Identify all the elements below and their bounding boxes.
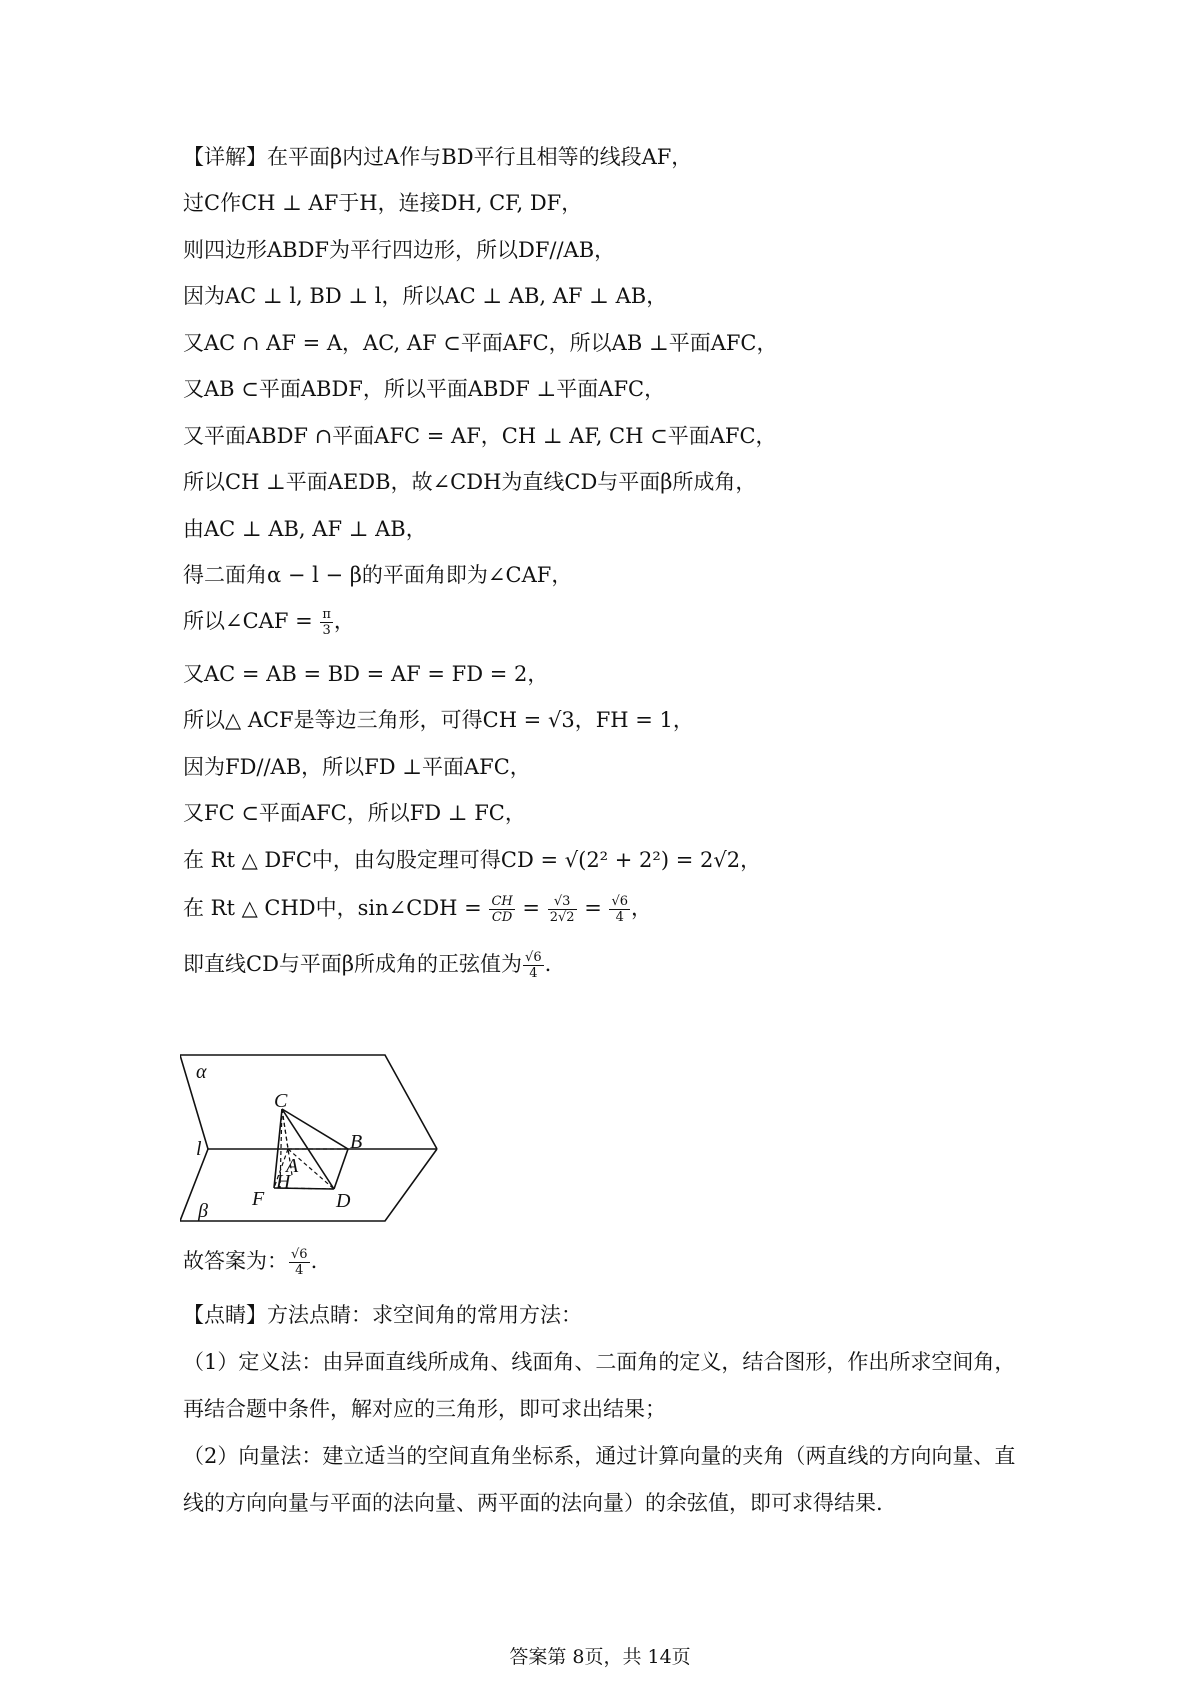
equals-sign: =	[577, 896, 609, 920]
solution-line-7: 又平面ABDF ∩平面AFC = AF，CH ⊥ AF, CH ⊂平面AFC，	[183, 424, 777, 448]
plane-alpha	[180, 1055, 437, 1149]
remark-line-1: 【点睛】方法点睛：求空间角的常用方法：	[183, 1303, 582, 1327]
solution-line-8: 所以CH ⊥平面AEDB，故∠CDH为直线CD与平面β所成角，	[183, 470, 757, 494]
fraction-root6-over-4	[523, 950, 544, 981]
label-alpha: α	[196, 1061, 207, 1083]
solution-line-12: 又AC = AB = BD = AF = FD = 2，	[183, 662, 549, 686]
solution-line-18	[183, 950, 551, 981]
fraction-numerator: CH	[491, 894, 513, 909]
line18-suffix: .	[544, 952, 552, 976]
plane-beta	[180, 1149, 437, 1221]
remark-line-5: 线的方向向量与平面的法向量、两平面的法向量）的余弦值，即可求得结果.	[183, 1491, 883, 1515]
remark-line-4: （2）向量法：建立适当的空间直角坐标系，通过计算向量的夹角（两直线的方向向量、直	[183, 1444, 1016, 1468]
fraction-numerator: √6	[611, 894, 629, 909]
label-F: F	[252, 1188, 265, 1210]
solution-line-17	[183, 894, 652, 925]
segment-BD	[334, 1149, 348, 1189]
answer-suffix: .	[310, 1249, 318, 1273]
answer-fraction	[289, 1247, 310, 1278]
answer-prefix: 故答案为：	[183, 1249, 288, 1273]
solution-line-9: 由AC ⊥ AB, AF ⊥ AB，	[183, 517, 427, 541]
label-A: A	[286, 1155, 299, 1177]
fraction-denominator: 2√2	[549, 910, 575, 925]
fraction-numerator: π	[322, 607, 331, 622]
solution-line-14: 因为FD//AB，所以FD ⊥平面AFC，	[183, 755, 531, 779]
line11-prefix: 所以∠CAF =	[183, 609, 320, 633]
page-footer: 答案第 8页，共 14页	[509, 1646, 691, 1668]
solution-line-13: 所以△ ACF是等边三角形，可得CH = √3，FH = 1，	[183, 708, 694, 732]
fraction-numerator: √3	[548, 894, 577, 910]
solution-line-1: 【详解】在平面β内过A作与BD平行且相等的线段AF，	[183, 145, 693, 169]
solution-line-3: 则四边形ABDF为平行四边形，所以DF//AB，	[183, 238, 616, 262]
equals-sign: =	[515, 896, 547, 920]
remark-line-2: （1）定义法：由异面直线所成角、线面角、二面角的定义，结合图形，作出所求空间角，	[183, 1350, 1016, 1374]
dihedral-angle-figure	[180, 1045, 440, 1225]
solution-line-4: 因为AC ⊥ l, BD ⊥ l，所以AC ⊥ AB, AF ⊥ AB，	[183, 284, 668, 308]
solution-line-6: 又AB ⊂平面ABDF，所以平面ABDF ⊥平面AFC，	[183, 377, 666, 401]
answer-line	[183, 1247, 317, 1278]
remark-line-3: 再结合题中条件，解对应的三角形，即可求出结果；	[183, 1397, 666, 1421]
fraction-root6-over-4	[609, 894, 630, 925]
fraction-numerator: √6	[291, 1247, 308, 1262]
solution-line-2: 过C作CH ⊥ AF于H，连接DH, CF, DF，	[183, 191, 583, 215]
fraction-denominator: CD	[491, 910, 513, 925]
fraction-denominator: 4	[529, 966, 538, 981]
label-H: H	[276, 1171, 291, 1193]
solution-line-16: 在 Rt △ DFC中，由勾股定理可得CD = √(2² + 2²) = 2√2，	[183, 848, 762, 872]
line18-prefix: 即直线CD与平面β所成角的正弦值为	[183, 952, 523, 976]
fraction-ch-over-cd	[489, 894, 514, 925]
line17-prefix: 在 Rt △ CHD中，sin∠CDH =	[183, 896, 489, 920]
solution-line-15: 又FC ⊂平面AFC，所以FD ⊥ FC，	[183, 801, 526, 825]
label-l: l	[196, 1138, 202, 1160]
fraction-root3-over-2root2	[548, 894, 577, 925]
segment-CB	[282, 1109, 348, 1149]
label-C: C	[274, 1090, 288, 1112]
fraction-pi-over-3	[320, 607, 333, 638]
line17-suffix: ，	[631, 896, 653, 920]
solution-line-5: 又AC ∩ AF = A，AC, AF ⊂平面AFC，所以AB ⊥平面AFC，	[183, 331, 778, 355]
fraction-denominator: 3	[322, 623, 331, 638]
fraction-denominator: 4	[295, 1263, 304, 1278]
label-beta: β	[198, 1200, 208, 1222]
fraction-numerator: √6	[525, 950, 542, 965]
solution-line-11	[183, 607, 355, 638]
line11-suffix: ，	[333, 609, 355, 633]
fraction-denominator: 4	[615, 910, 624, 925]
label-B: B	[350, 1131, 363, 1153]
label-D: D	[336, 1190, 351, 1212]
solution-line-10: 得二面角α − l − β的平面角即为∠CAF，	[183, 563, 573, 587]
